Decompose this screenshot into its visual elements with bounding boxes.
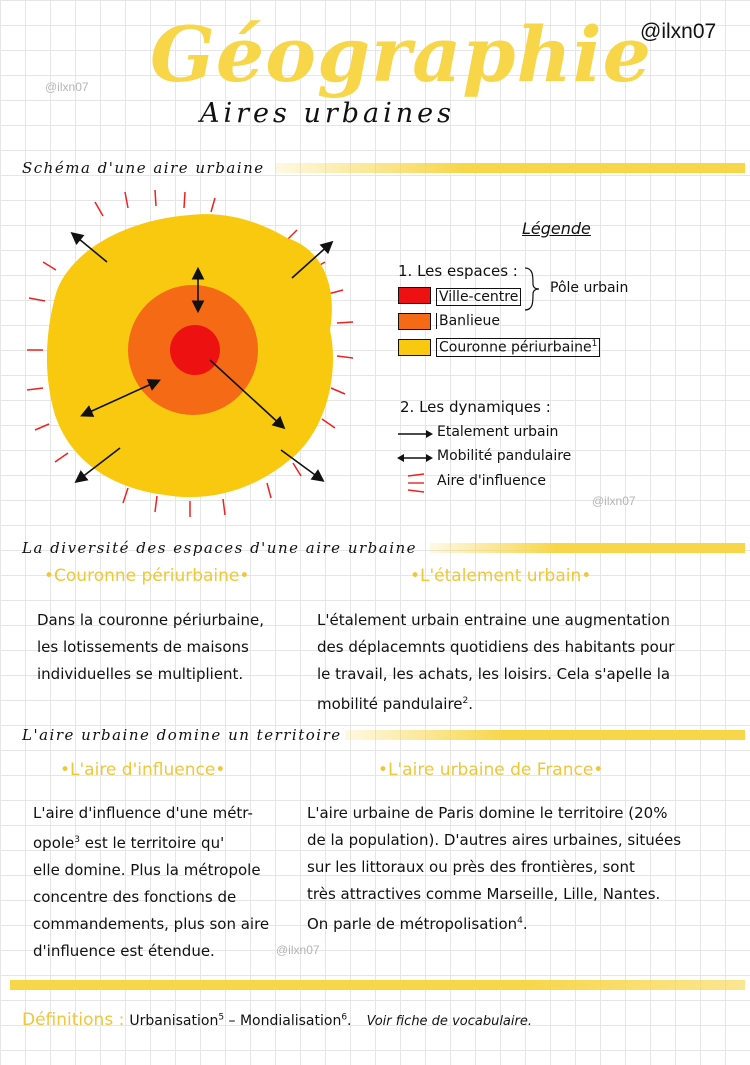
swatch-banlieue <box>398 313 431 330</box>
watermark: @ilxn07 <box>45 80 89 94</box>
bottom-band <box>10 980 745 990</box>
definition-mondialisation[interactable]: Mondialisation$^6$. <box>239 1012 352 1029</box>
text-couronne: Dans la couronne périurbaine, les lotissements de maisons individuelles se multiplient. <box>37 611 265 683</box>
definition-urbanisation[interactable]: Urbanisation$^5$ <box>129 1012 225 1029</box>
section-title-diversite: La diversité des espaces d'une aire urbaine <box>22 539 418 557</box>
section-title-schema: Schéma d'une aire urbaine <box>22 159 265 177</box>
legend-dynamic-mobilite: Mobilité pandulaire <box>437 448 572 464</box>
double-arrow-icon <box>396 452 434 464</box>
red-dashes-icon <box>404 473 428 493</box>
page-title: Géographie <box>150 10 652 99</box>
heading-aire-france: •L'aire urbaine de France• <box>378 760 604 780</box>
heading-aire-influence: •L'aire d'influence• <box>60 760 226 780</box>
legend-dynamic-influence: Aire d'influence <box>437 473 546 489</box>
definitions-note: Voir fiche de vocabulaire. <box>366 1014 532 1029</box>
legend-spaces-title: 1. Les espaces : <box>398 262 518 280</box>
heading-etalement: •L'étalement urbain• <box>410 566 592 586</box>
legend-title: Légende <box>522 219 591 238</box>
definitions-line: Définitions : Urbanisation$^5$ – Mondialisation$^6$. Voir fiche de vocabulaire. <box>22 1010 532 1030</box>
legend-item-banlieue: Banlieue <box>436 313 502 329</box>
page-subtitle: Aires urbaines <box>200 98 455 129</box>
section-band <box>275 163 745 173</box>
section-band <box>345 730 745 740</box>
legend-dynamics-title: 2. Les dynamiques : <box>400 398 551 416</box>
swatch-couronne <box>398 339 431 356</box>
legend-item-ville-centre: Ville-centre <box>436 288 521 306</box>
watermark: @ilxn07 <box>276 943 320 957</box>
text-aire-france: L'aire urbaine de Paris domine le territoire (20% de la population). D'autres aires urbaines, situées sur les littoraux ou près des frontières, sont très attractives comme Marseille, Lille, Nantes. On parle de métropolisation$^4$. <box>307 804 682 933</box>
pole-brace-icon <box>523 266 543 312</box>
section-title-domine: L'aire urbaine domine un territoire <box>22 726 342 744</box>
author-handle: @ilxn07 <box>640 20 717 43</box>
legend-item-couronne: Couronne périurbaine$^1$ <box>436 338 600 357</box>
text-aire-influence: L'aire d'influence d'une métr- opole$^3$ est le territoire qu' elle domine. Plus la métropole concentre des fonctions de commandements, plus son aire d'influence est étendue. <box>33 804 270 960</box>
urban-area-diagram <box>25 190 370 520</box>
legend-pole-label: Pôle urbain <box>550 280 629 296</box>
legend-dynamic-etalement: Etalement urbain <box>437 424 559 440</box>
swatch-ville-centre <box>398 287 431 304</box>
ring-ville-centre <box>170 325 220 375</box>
heading-couronne: •Couronne périurbaine• <box>44 566 250 586</box>
watermark: @ilxn07 <box>592 494 636 508</box>
section-band <box>430 543 745 553</box>
definitions-label: Définitions : <box>22 1010 125 1030</box>
text-etalement: L'étalement urbain entraine une augmentation des déplacemnts quotidiens des habitants pour le travail, les achats, les loisirs. Cela s'apelle la mobilité pandulaire$^2$. <box>317 611 675 713</box>
arrow-right-icon <box>396 428 434 440</box>
